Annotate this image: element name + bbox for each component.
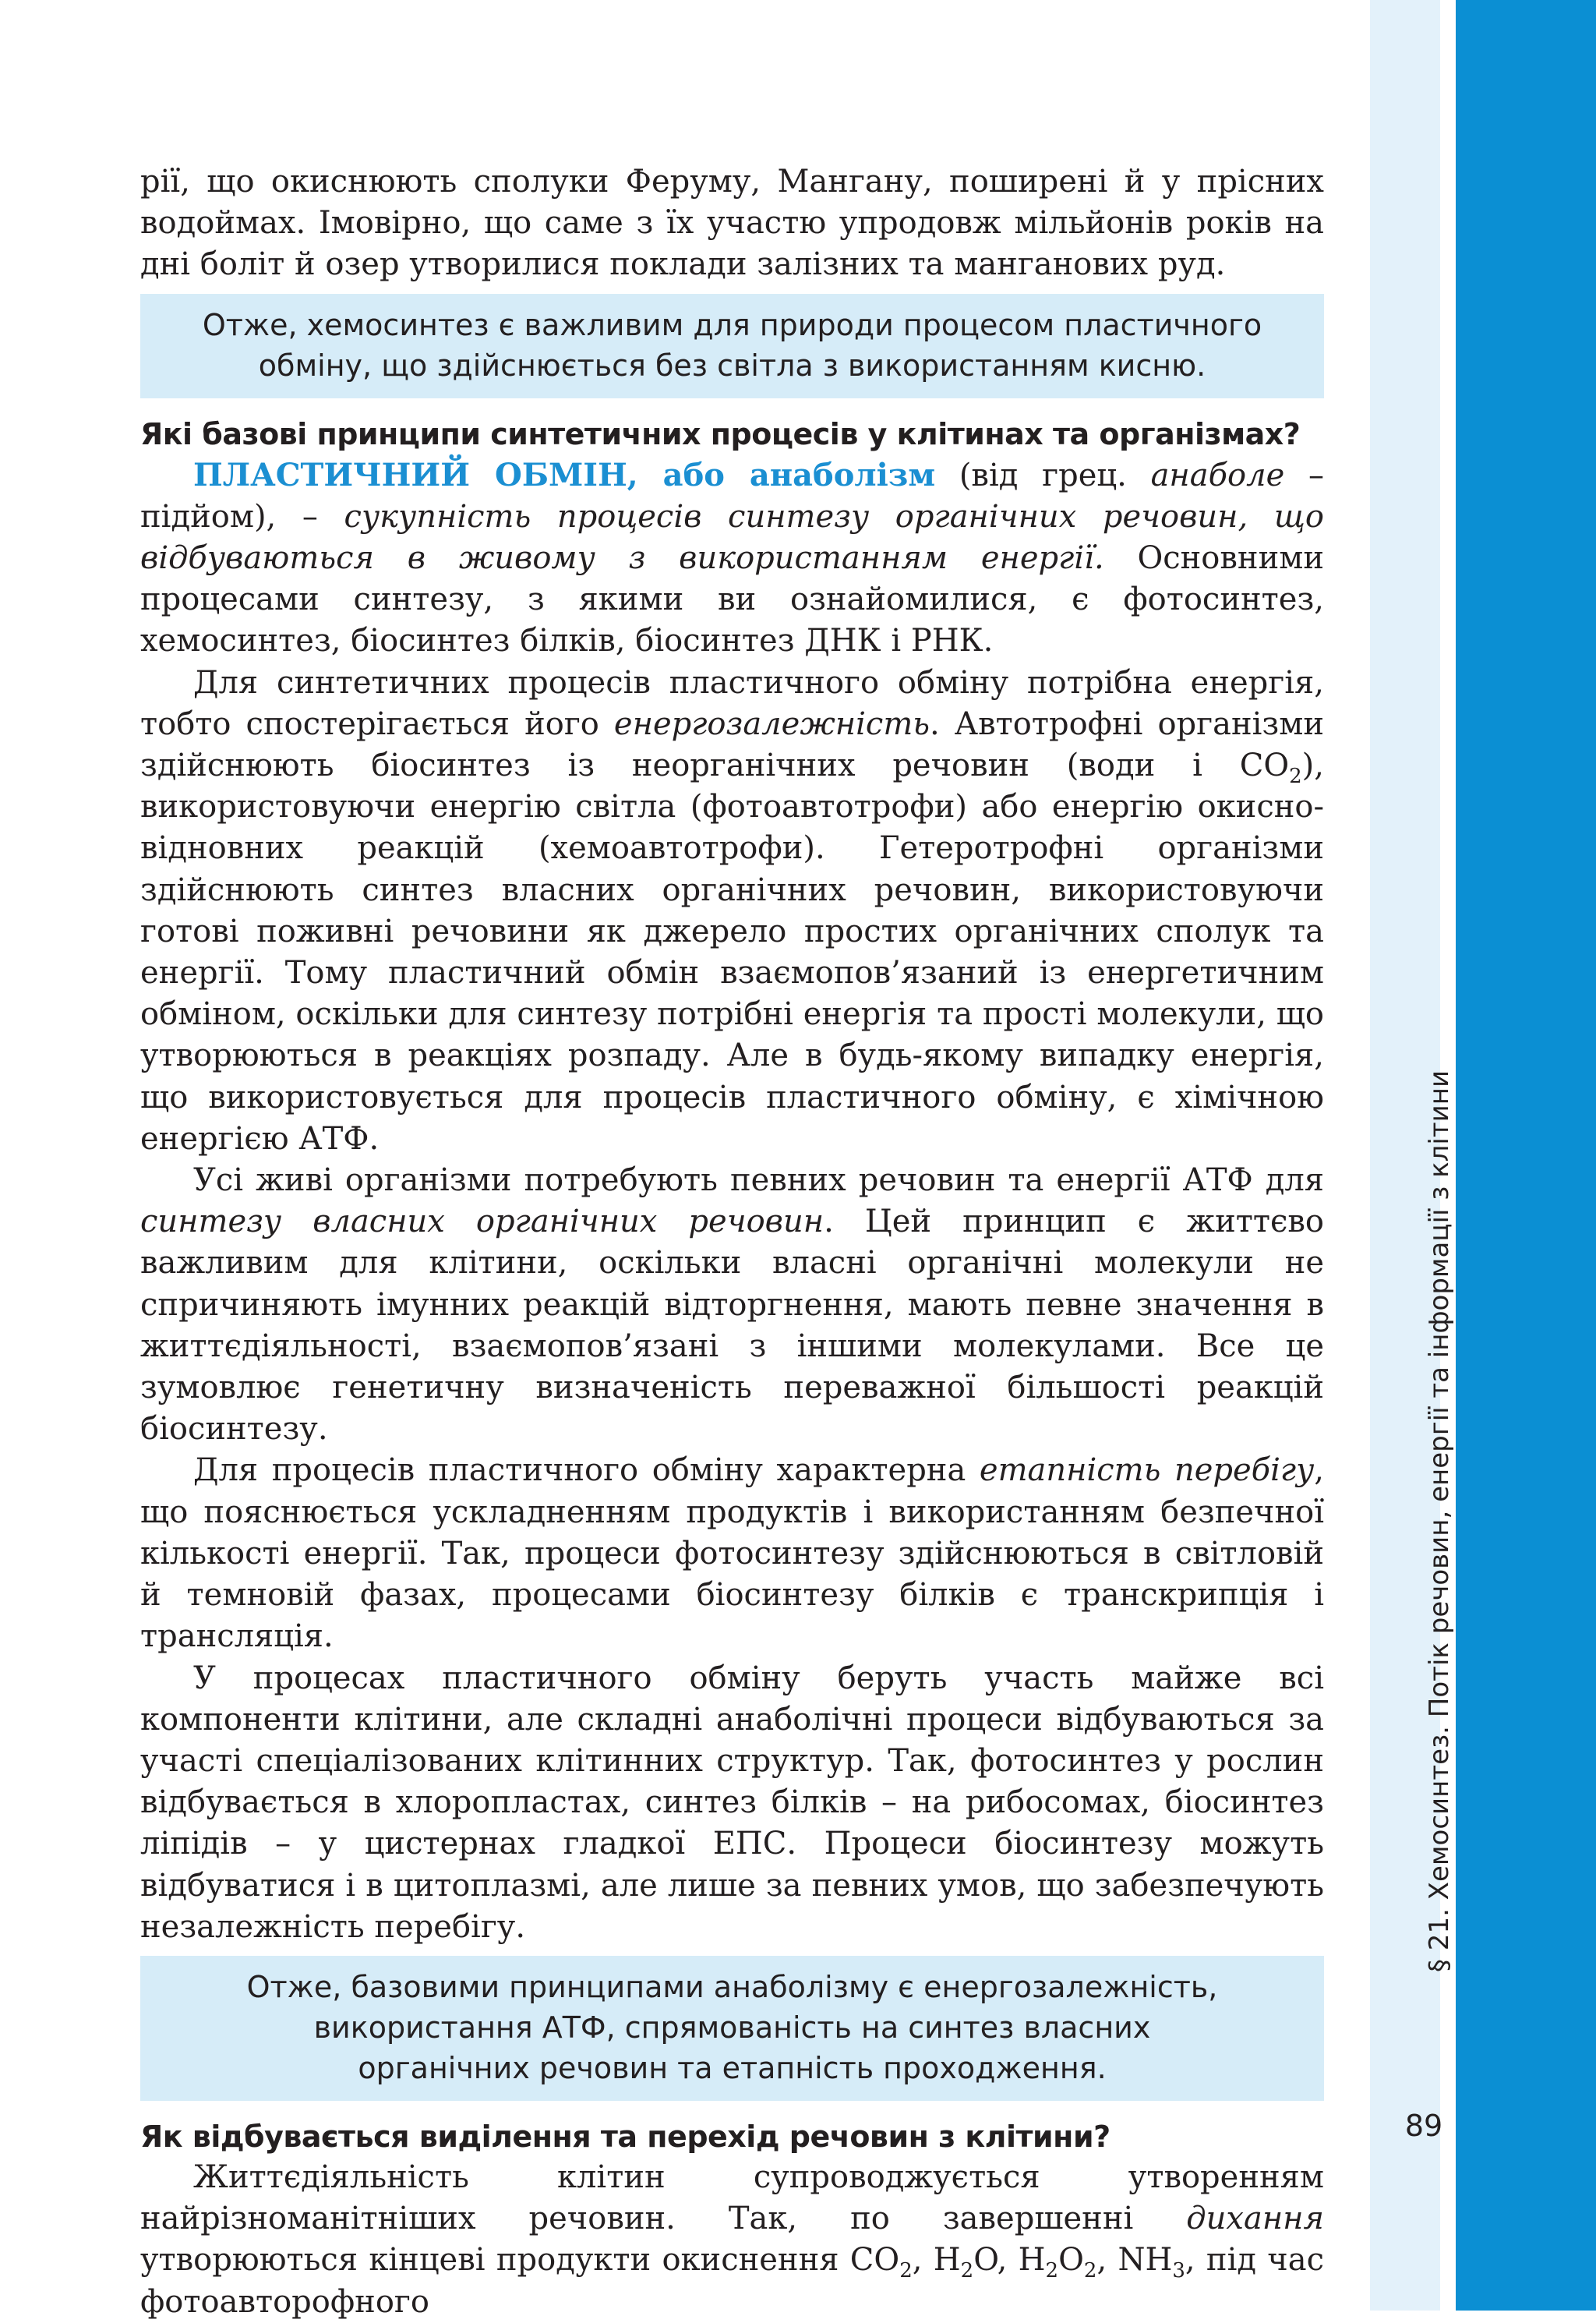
page-number: 89 [1404, 2109, 1443, 2143]
paragraph-own-substances: Усі живі організми потребують певних речовин та енергії АТФ для синтезу власних органічних речовин. Цей принцип є життєво важливим для клітини, оскільки власні органічні молекули не спричиняють імунних реакцій відторгнення, мають певне значення в життєдіяльності, взаємопов’язані з іншими молекулами. Все це зумовлює генетичну визначеність переважної більшості реакцій біосинтезу. [140, 1162, 1324, 1448]
paragraph-anabolism-definition: ПЛАСТИЧНИЙ ОБМІН, або анаболізм (від грец. анаболе – підйом), – сукупність процесів синтезу органічних речовин, що відбуваються в живому з використанням енергії. Основними процесами синтезу, з якими ви ознайомилися, є фотосинтез, хемосинтез, біосинтез білків, біосинтез ДНК і РНК. [140, 456, 1325, 659]
section-heading-anabolism: Які базові принципи синтетичних процесів у клітинах та організмах? [140, 416, 1301, 451]
paragraph-energy-dependence: Для синтетичних процесів пластичного обміну потрібна енергія, тобто спостерігається його енергозалежність. Автотрофні організми здійснюють біосинтез із неорганічних речовин (води і $CO_2$), використовуючи енергію світла (фотоавтотрофи) або енергію окисно-відновних реакцій (хемоавтотрофи). Гетеротрофні організми здійснюють синтез власних органічних речовин, використовуючи готові поживні речовини як джерело простих органічних сполук та енергії. Тому пластичний обмін взаємопов’язаний із енергетичним обміном, оскільки для синтезу потрібні енергія та прості молекули, що утворюються в реакціях розпаду. Але в будь-якому випадку енергія, що використовується для процесів пластичного обміну, є хімічною енергією АТФ. [140, 664, 1324, 1157]
chapter-running-title: § 21. Хемосинтез. Потік речовин, енергії та інформації з клітини [1424, 1070, 1455, 1972]
summary-box-anabolism: Отже, базовими принципами анаболізму є енергозалежність, використання АТФ, спрямованість на синтез власних органічних речовин та етапність проходження. [140, 1956, 1324, 2101]
paragraph-cell-structures: У процесах пластичного обміну беруть участь майже всі компоненти клітини, але складні анаболічні процеси відбуваються за участі спеціалізованих клітинних структур. Так, фотосинтез у рослин відбувається в хлоропластах, синтез білків – на рибосомах, біосинтез ліпідів – у цистернах гладкої ЕПС. Процеси біосинтезу можуть відбуватися і в цитоплазмі, але лише за певних умов, що забезпечують незалежність перебігу. [140, 1660, 1324, 1945]
paragraph-excretion: Життєдіяльність клітин супроводжується утворенням найрізноманітніших речовин. Так, по завершенні дихання утворюються кінцеві продукти окиснення $CO_2$, $H_2O$, $H_2O_2$, $NH_3$, під час фотоавторофного [140, 2159, 1324, 2320]
term-plastic-metabolism: ПЛАСТИЧНИЙ ОБМІН, або анаболізм [193, 456, 936, 493]
margin-blue-stripe [1456, 0, 1596, 2311]
paragraph-stages: Для процесів пластичного обміну характерна етапність перебігу, що пояснюється ускладненням продуктів і використанням безпечної кількості енергії. Так, процеси фотосинтезу здійснюються в світловій й темновій фазах, процесами біосинтезу білків є транскрипція і трансляція. [140, 1452, 1325, 1655]
main-text [140, 161, 1324, 2323]
paragraph-1: рії, що окиснюють сполуки Феруму, Мангану, поширені й у прісних водоймах. Імовірно, що саме з їх участю упродовж мільйонів років на дні боліт й озер утворилися поклади залізних та манганових руд. [140, 164, 1324, 283]
section-heading-excretion: Як відбувається виділення та перехід речовин з клітини? [140, 2119, 1110, 2154]
summary-box-chemosynthesis: Отже, хемосинтез є важливим для природи процесом пластичного обміну, що здійснюється без світла з використанням кисню. [140, 294, 1324, 398]
